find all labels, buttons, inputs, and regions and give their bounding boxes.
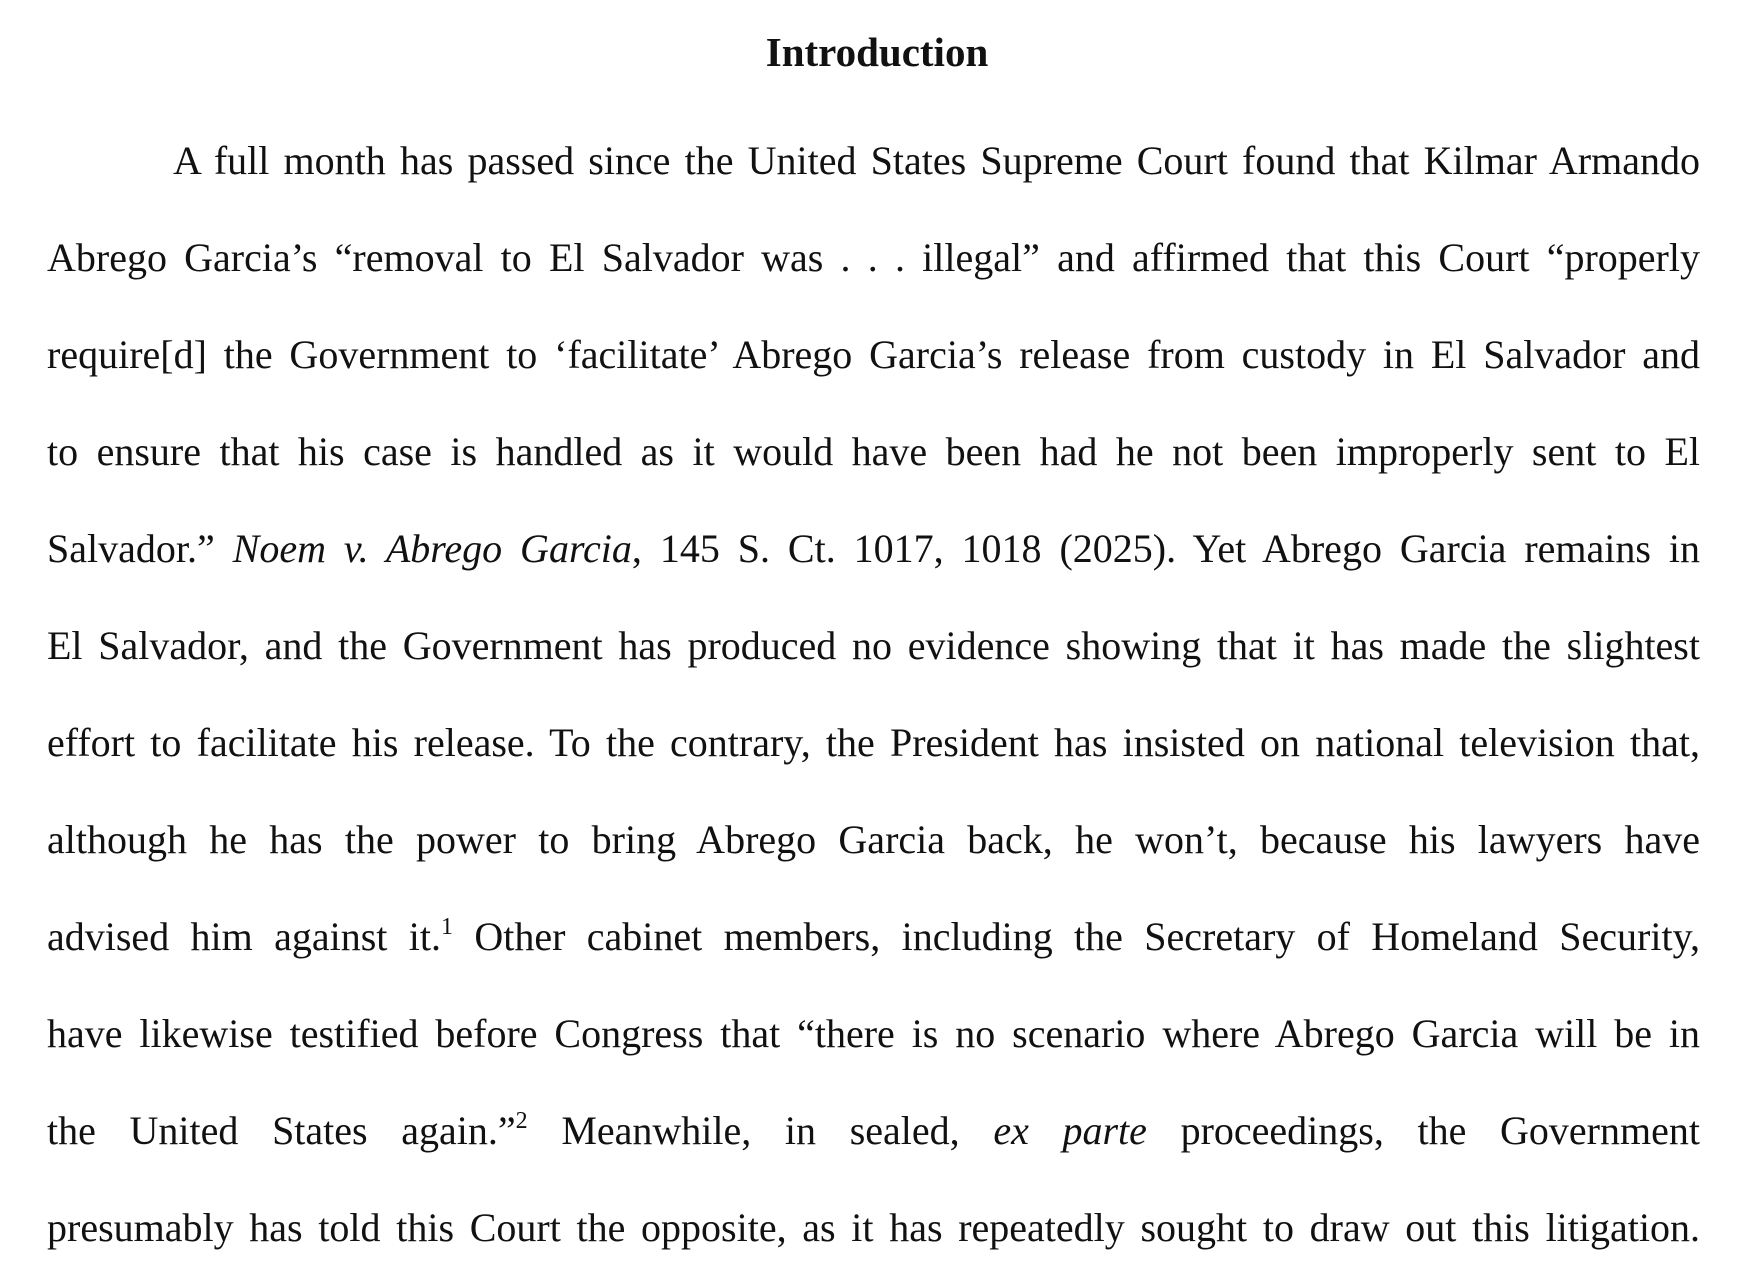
text-line xyxy=(47,888,1700,985)
latin-term-italic: ex parte xyxy=(993,1108,1147,1153)
text-run: Abrego Garcia’s “removal to El Salvador was . . . illegal” and affirmed that this Court “properly xyxy=(47,235,1700,280)
body-paragraph xyxy=(47,112,1700,1276)
text-run: advised him against it. xyxy=(47,914,441,959)
text-run: proceedings, the Government xyxy=(1146,1108,1700,1153)
text-run: , 145 S. Ct. 1017, 1018 (2025). Yet Abrego Garcia remains in xyxy=(631,526,1700,571)
text-run: the United States again.” xyxy=(47,1108,516,1153)
text-run: Other cabinet members, including the Secretary of Homeland Security, xyxy=(453,914,1700,959)
text-run: Salvador.” xyxy=(47,526,233,571)
text-run: to ensure that his case is handled as it would have been had he not been improperly sent to El xyxy=(47,429,1700,474)
text-run: El Salvador, and the Government has produced no evidence showing that it has made the slightest xyxy=(47,623,1700,668)
footnote-marker-2[interactable]: 2 xyxy=(515,1108,528,1134)
text-run: require[d] the Government to ‘facilitate’ Abrego Garcia’s release from custody in El Salvador and xyxy=(47,332,1700,377)
text-line xyxy=(47,403,1700,500)
text-run: effort to facilitate his release. To the contrary, the President has insisted on national television that, xyxy=(47,720,1700,765)
text-run: Meanwhile, in sealed, xyxy=(527,1108,994,1153)
text-run: A full month has passed since the United States Supreme Court found that Kilmar Armando xyxy=(173,138,1700,183)
section-heading: Introduction xyxy=(765,29,989,75)
text-line xyxy=(47,597,1700,694)
text-line xyxy=(47,306,1700,403)
text-line xyxy=(47,500,1700,597)
text-line xyxy=(47,1179,1700,1276)
text-line xyxy=(47,1082,1700,1179)
text-line xyxy=(47,209,1700,306)
text-run: presumably has told this Court the opposite, as it has repeatedly sought to draw out this litigation. xyxy=(47,1205,1700,1250)
text-line xyxy=(47,694,1700,791)
text-run: although he has the power to bring Abrego Garcia back, he won’t, because his lawyers have xyxy=(47,817,1700,862)
footnote-marker-1[interactable]: 1 xyxy=(441,914,453,940)
text-run: have likewise testified before Congress that “there is no scenario where Abrego Garcia will be in xyxy=(47,1011,1700,1056)
text-line xyxy=(47,985,1700,1082)
text-line xyxy=(47,791,1700,888)
case-citation-italic: Noem v. Abrego Garcia xyxy=(232,526,632,571)
text-line xyxy=(47,112,1700,209)
